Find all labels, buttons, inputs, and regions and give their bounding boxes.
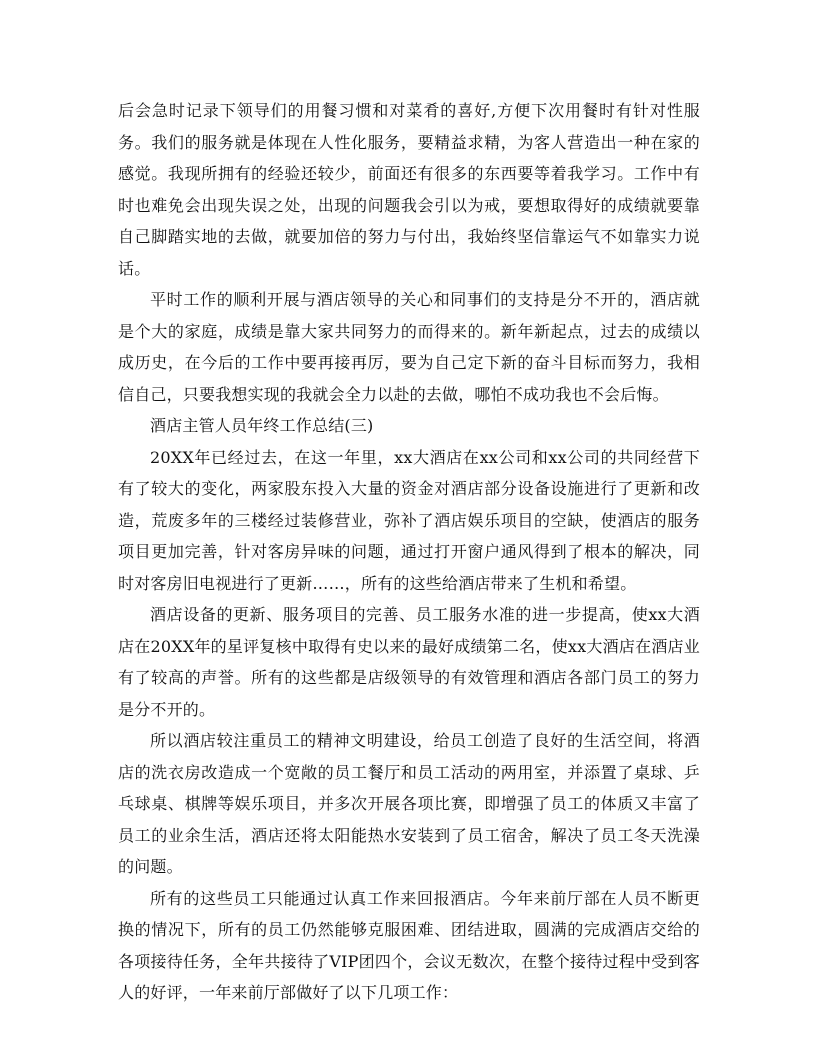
paragraph-staff-welfare: 所以酒店较注重员工的精神文明建设，给员工创造了良好的生活空间，将酒店的洗衣房改造成一个宽敞的员工餐厅和员工活动的两用室，并添置了桌球、乒乓球桌、棋牌等娱乐项目，并多次开展各项比赛，即增强了员工的体质又丰富了员工的业余生活，酒店还将太阳能热水安装到了员工宿舍，解决了员工冬天洗澡的问题。 [118,731,700,876]
paragraph-year-review: 20XX年已经过去，在这一年里，xx大酒店在xx公司和xx公司的共同经营下有了较大的变化，两家股东投入大量的资金对酒店部分设备设施进行了更新和改造，荒废多年的三楼经过装修营业，弥补了酒店娱乐项目的空缺，使酒店的服务项目更加完善，针对客房异味的问题，通过打开窗户通风得到了根本的解决，同时对客房旧电视进行了更新……，所有的这些给酒店带来了生机和希望。 [118,447,700,593]
paragraph-star-rating: 酒店设备的更新、服务项目的完善、员工服务水准的进一步提高，使xx大酒店在20XX年的星评复核中取得有史以来的最好成绩第二名，使xx大酒店在酒店业有了较高的声誉。所有的这些都是店级领导的有效管理和酒店各部门员工的努力是分不开的。 [118,605,700,719]
paragraph-front-office: 所有的这些员工只能通过认真工作来回报酒店。今年来前厅部在人员不断更换的情况下，所有的员工仍然能够克服困难、团结进取，圆满的完成酒店交给的各项接待任务，全年共接待了VIP团四个，会议无数次，在整个接待过程中受到客人的好评，一年来前厅部做好了以下几项工作： [118,888,700,1002]
paragraph-teamwork: 平时工作的顺利开展与酒店领导的关心和同事们的支持是分不开的，酒店就是个大的家庭，成绩是靠大家共同努力的而得来的。新年新起点，过去的成绩以成历史，在今后的工作中要再接再厉，要为自己定下新的奋斗目标而努力，我相信自己，只要我想实现的我就会全力以赴的去做，哪怕不成功我也不会后悔。 [118,290,700,404]
section-heading: 酒店主管人员年终工作总结(三) [150,416,374,435]
paragraph-continuation: 后会急时记录下领导们的用餐习惯和对菜肴的喜好,方便下次用餐时有针对性服务。我们的服务就是体现在人性化服务，要精益求精，为客人营造出一种在家的感觉。我现所拥有的经验还较少，前面还有很多的东西要等着我学习。工作中有时也难免会出现失误之处，出现的问题我会引以为戒，要想取得好的成绩就要靠自己脚踏实地的去做，就要加倍的努力与付出，我始终坚信靠运气不如靠实力说话。 [118,101,700,278]
document-page [118,95,700,1009]
